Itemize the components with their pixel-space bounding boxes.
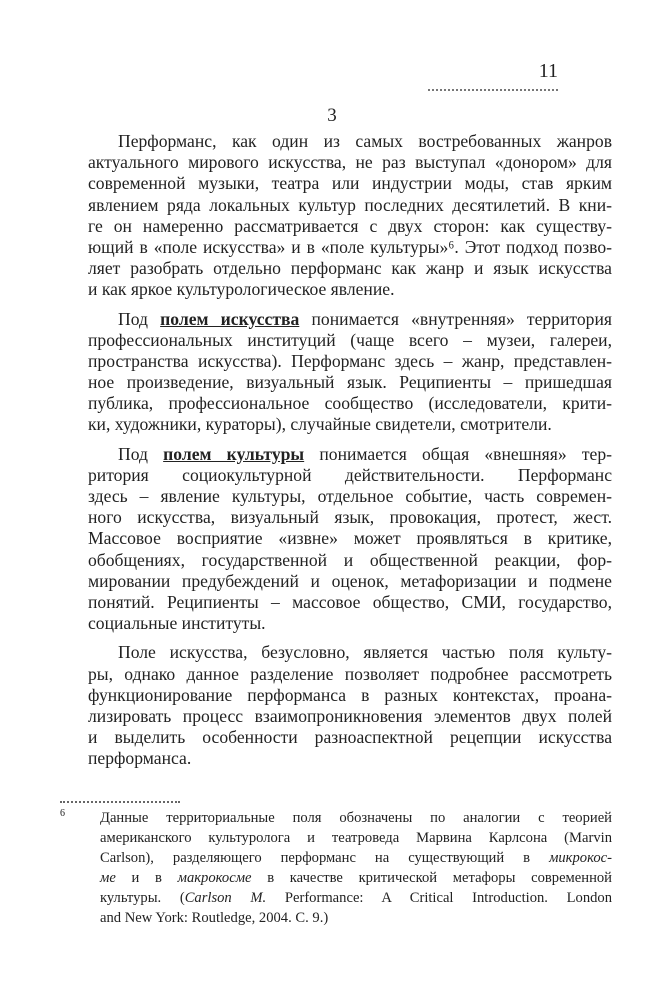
text-segment: Перформанс, как один из самых востребованных жанров bbox=[118, 131, 612, 151]
text-line bbox=[88, 571, 612, 592]
text-line bbox=[88, 173, 612, 194]
text-segment: понимается «внутренняя» территория bbox=[299, 308, 612, 329]
text-segment: перформанса. bbox=[88, 748, 192, 769]
text-line bbox=[88, 613, 612, 634]
footnote-separator bbox=[60, 801, 180, 803]
text-line bbox=[88, 152, 612, 173]
italic-text: макрокосме bbox=[177, 870, 252, 886]
text-line bbox=[88, 748, 612, 769]
text-segment: Carlson), разделяющего перформанс на существующий в bbox=[100, 850, 550, 866]
paragraph bbox=[88, 309, 612, 436]
text-segment: современной музыки, театра или индустрии моды, став ярким bbox=[88, 173, 612, 194]
header-dotted-rule bbox=[428, 89, 558, 91]
chapter-number: 3 bbox=[327, 105, 337, 126]
italic-text: ме bbox=[100, 870, 116, 886]
text-line bbox=[88, 351, 612, 372]
footnote-number: 6 bbox=[60, 808, 65, 819]
paragraph bbox=[88, 444, 612, 635]
text-line bbox=[88, 550, 612, 571]
text-segment: ющий в «поле искусства» и в «поле культуры»⁶. Этот подход позво- bbox=[88, 236, 612, 257]
text-line bbox=[88, 237, 612, 258]
text-segment: социальные институты. bbox=[88, 613, 266, 634]
body-text bbox=[88, 131, 612, 777]
text-line bbox=[88, 279, 612, 300]
italic-text: микрокос- bbox=[549, 850, 612, 866]
text-line bbox=[88, 216, 612, 237]
text-line bbox=[100, 848, 612, 868]
text-segment: профессиональных институций (чаще всего – музеи, галереи, bbox=[88, 329, 612, 350]
text-segment: Массовое восприятие «извне» может проявляться в критике, bbox=[88, 528, 612, 549]
text-segment: ритория социокультурной действительности. Перформанс bbox=[88, 464, 612, 485]
text-line bbox=[88, 507, 612, 528]
text-segment: пространства искусства). Перформанс здесь – жанр, представлен- bbox=[88, 350, 612, 371]
text-segment: американского культуролога и театроведа Марвина Карлсона (Marvin bbox=[100, 830, 612, 846]
text-line bbox=[88, 528, 612, 549]
text-line bbox=[88, 642, 612, 663]
text-segment: здесь – явление культуры, отдельное событие, часть современ- bbox=[88, 486, 612, 506]
text-segment: ры, однако данное разделение позволяет подробнее рассмотреть bbox=[88, 663, 612, 684]
paragraph bbox=[88, 131, 612, 301]
text-segment: ляет разобрать отдельно перформанс как жанр и язык искусства bbox=[88, 258, 612, 279]
text-line bbox=[88, 444, 612, 465]
text-segment: ного искусства, визуальный язык, провокация, протест, жест. bbox=[88, 507, 612, 528]
text-segment: в качестве критической метафоры современной bbox=[251, 870, 612, 886]
text-segment: Данные территориальные поля обозначены по аналогии с теорией bbox=[100, 810, 612, 826]
text-segment: и выделить особенности разноаспектной рецепции искусства bbox=[88, 727, 612, 748]
text-segment: мировании предубеждений и оценок, метафоризации и подмене bbox=[88, 570, 612, 591]
text-line bbox=[100, 888, 612, 908]
text-segment: обобщениях, государственной и общественной реакции, фор- bbox=[88, 549, 612, 570]
text-line bbox=[88, 486, 612, 507]
text-line bbox=[88, 592, 612, 613]
text-line bbox=[88, 393, 612, 414]
text-line bbox=[88, 465, 612, 486]
text-line bbox=[88, 131, 612, 152]
text-segment: Поле искусства, безусловно, является частью поля культу- bbox=[118, 642, 612, 663]
text-line bbox=[88, 706, 612, 727]
text-line bbox=[88, 685, 612, 706]
text-segment: актуального мирового искусства, не раз выступал «донором» для bbox=[88, 152, 612, 173]
text-segment: ки, художники, кураторы), случайные свидетели, смотрители. bbox=[88, 414, 552, 435]
text-line bbox=[100, 808, 612, 828]
text-segment: and New York: Routledge, 2004. С. 9.) bbox=[100, 910, 329, 926]
text-segment: и в bbox=[115, 870, 178, 886]
text-line bbox=[88, 414, 612, 435]
text-segment: Под bbox=[118, 443, 164, 464]
text-line bbox=[88, 727, 612, 748]
text-line bbox=[88, 195, 612, 216]
text-segment: культуры. ( bbox=[100, 890, 185, 906]
text-segment: ге он намеренно рассматривается с двух сторон: как существу- bbox=[88, 215, 612, 236]
text-segment: понятий. Реципиенты – массовое общество, СМИ, государство, bbox=[88, 591, 612, 612]
text-line bbox=[88, 372, 612, 393]
text-segment: Performance: A Critical Introduction. London bbox=[266, 890, 613, 906]
paragraph bbox=[88, 642, 612, 769]
text-segment: ное произведение, визуальный язык. Реципиенты – пришедшая bbox=[88, 372, 612, 393]
text-segment: Под bbox=[118, 308, 161, 329]
text-line bbox=[88, 309, 612, 330]
text-segment: понимается общая «внешняя» тер- bbox=[304, 443, 612, 464]
text-segment: и как яркое культурологическое явление. bbox=[88, 279, 395, 300]
text-segment: функционирование перформанса в разных контекстах, проана- bbox=[88, 684, 612, 705]
text-segment: лизировать процесс взаимопроникновения элементов двух полей bbox=[88, 705, 612, 726]
italic-text: Carlson M. bbox=[184, 890, 267, 906]
text-line bbox=[100, 828, 612, 848]
footnote-text bbox=[100, 808, 612, 928]
bold-term: полем искусства bbox=[160, 308, 300, 329]
text-line bbox=[88, 664, 612, 685]
bold-term: полем культуры bbox=[163, 443, 305, 464]
text-line bbox=[88, 330, 612, 351]
page-number: 11 bbox=[538, 60, 558, 82]
text-line bbox=[88, 258, 612, 279]
text-line bbox=[100, 868, 612, 888]
text-segment: явлением ряда локальных культур последних десятилетий. В кни- bbox=[88, 194, 612, 215]
text-segment: публика, профессиональное сообщество (исследователи, крити- bbox=[88, 393, 612, 414]
text-line bbox=[100, 908, 612, 928]
